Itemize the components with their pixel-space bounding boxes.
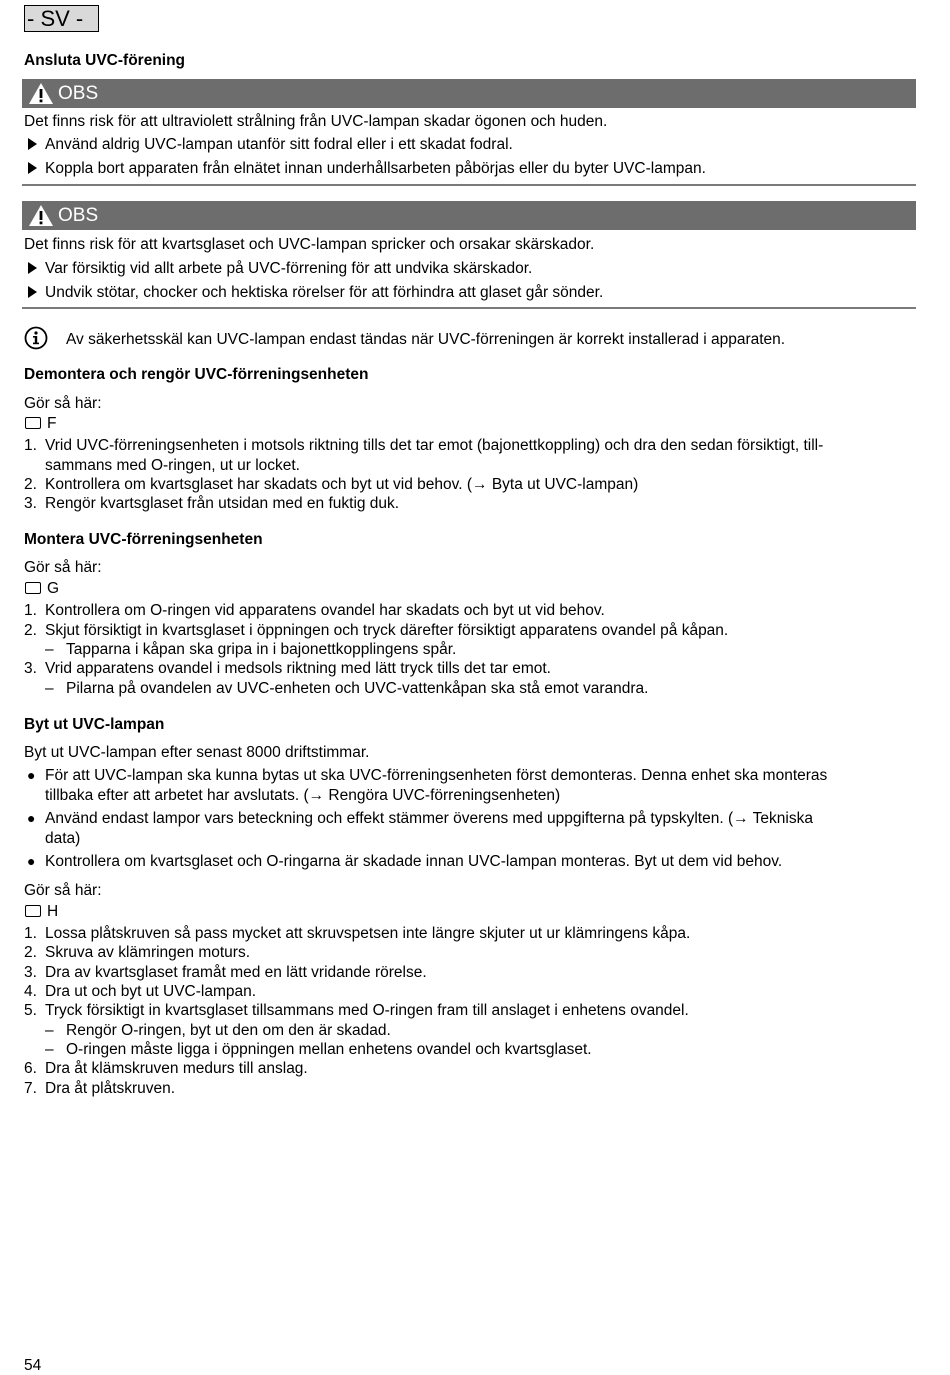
step-text: Kontrollera om kvartsglaset har skadats och byt ut vid behov. (→ Byta ut UVC-lampan) (45, 476, 639, 493)
step-text: Skruva av klämringen moturs. (45, 944, 251, 961)
warning-label: OBS (58, 83, 99, 104)
warning-triangle-icon (28, 204, 54, 232)
step-number: 2. (24, 622, 37, 639)
warning-item: Var försiktig vid allt arbete på UVC-förrening för att undvika skärskador. (45, 260, 533, 277)
bullet-text: För att UVC-lampan ska kunna bytas ut ska UVC-förreningsenheten först demonteras. Denna enhet ska monteras (45, 767, 828, 784)
step-text: Dra åt plåtskruven. (45, 1080, 176, 1097)
step-text: sammans med O-ringen, ut ur locket. (45, 457, 300, 474)
warning-bar-2 (22, 201, 916, 230)
warning-text: Det finns risk för att ultraviolett strålning från UVC-lampan skadar ögonen och huden. (24, 113, 608, 130)
bullet-text: Kontrollera om kvartsglaset och O-ringarna är skadade innan UVC-lampan monteras. Byt ut dem vid behov. (45, 853, 783, 870)
bullet-icon: ● (27, 767, 36, 783)
step-text: Vrid UVC-förreningsenheten i motsols riktning tills det tar emot (bajonettkoppling) och dra den sedan försiktigt, till- (45, 437, 824, 454)
step-number: 1. (24, 602, 37, 619)
warning-item: Undvik stötar, chocker och hektiska rörelser för att förhindra att glaset går sönder. (45, 284, 604, 301)
sub-step-text: Pilarna på ovandelen av UVC-enheten och UVC-vattenkåpan ska stå emot varandra. (66, 680, 649, 697)
step-number: 2. (24, 476, 37, 493)
bullet-text: tillbaka efter att arbetet har avslutats. (→ Rengöra UVC-förreningsenheten) (45, 787, 561, 804)
step-number: 1. (24, 925, 37, 942)
arrow-right-icon (28, 162, 37, 174)
step-text: Dra åt klämskruven medurs till anslag. (45, 1060, 308, 1077)
sub-step-text: Rengör O-ringen, byt ut den om den är skadad. (66, 1022, 391, 1039)
step-number: 4. (24, 983, 37, 1000)
figure-label: H (47, 903, 59, 920)
page-number: 54 (24, 1357, 42, 1374)
bullet-text: Använd endast lampor vars beteckning och effekt stämmer överens med uppgifterna på typskylten. (→ Tekniska (45, 810, 813, 827)
arrow-right-icon (28, 262, 37, 274)
figure-box-icon (25, 582, 41, 594)
sub-step-dash: – (45, 1022, 54, 1039)
step-number: 5. (24, 1002, 37, 1019)
sub-step-dash: – (45, 680, 54, 697)
arrow-right-icon (28, 138, 37, 150)
step-number: 7. (24, 1080, 37, 1097)
info-icon (24, 326, 48, 355)
section-heading-dismantle: Demontera och rengör UVC-förreningsenheten (24, 366, 369, 383)
section-heading-connect-uvc: Ansluta UVC-förening (24, 52, 186, 69)
figure-reference (25, 903, 58, 921)
step-text: Kontrollera om O-ringen vid apparatens ovandel har skadats och byt ut vid behov. (45, 602, 605, 619)
step-number: 1. (24, 437, 37, 454)
info-text: Av säkerhetsskäl kan UVC-lampan endast tändas när UVC-förreningen är korrekt installerad i apparaten. (66, 331, 786, 348)
instruction-intro: Gör så här: (24, 559, 102, 576)
step-number: 2. (24, 944, 37, 961)
instruction-intro: Gör så här: (24, 882, 102, 899)
warning-triangle-icon (28, 82, 54, 110)
step-number: 6. (24, 1060, 37, 1077)
sub-step-dash: – (45, 1041, 54, 1058)
bullet-text: data) (45, 830, 81, 847)
figure-reference (25, 415, 56, 433)
figure-box-icon (25, 417, 41, 429)
step-text: Vrid apparatens ovandel i medsols riktning med lätt tryck tills det tar emot. (45, 660, 551, 677)
figure-box-icon (25, 905, 41, 917)
language-tag: - SV - (24, 5, 99, 32)
warning-item: Koppla bort apparaten från elnätet innan underhållsarbeten påbörjas eller du byter UVC-lampan. (45, 160, 706, 177)
step-text: Lossa plåtskruven så pass mycket att skruvspetsen inte längre skjuter ut ur klämringens kåpa. (45, 925, 691, 942)
section-heading-replace-lamp: Byt ut UVC-lampan (24, 716, 165, 733)
step-number: 3. (24, 660, 37, 677)
bullet-icon: ● (27, 810, 36, 826)
step-text: Tryck försiktigt in kvartsglaset tillsammans med O-ringen fram till anslaget i enhetens ovandel. (45, 1002, 689, 1019)
sub-step-text: Tapparna i kåpan ska gripa in i bajonettkopplingens spår. (66, 641, 457, 658)
divider (22, 184, 916, 186)
warning-label: OBS (58, 205, 99, 226)
sub-step-dash: – (45, 641, 54, 658)
instruction-intro: Gör så här: (24, 395, 102, 412)
step-text: Rengör kvartsglaset från utsidan med en fuktig duk. (45, 495, 400, 512)
warning-bar-1 (22, 79, 916, 108)
sub-step-text: O-ringen måste ligga i öppningen mellan enhetens ovandel och kvartsglaset. (66, 1041, 592, 1058)
figure-label: G (47, 580, 60, 597)
step-number: 3. (24, 495, 37, 512)
bullet-icon: ● (27, 853, 36, 869)
figure-reference (25, 580, 59, 598)
step-text: Dra av kvartsglaset framåt med en lätt vridande rörelse. (45, 964, 427, 981)
divider (22, 307, 916, 309)
step-text: Skjut försiktigt in kvartsglaset i öppningen och tryck därefter försiktigt apparatens ovandel på kåpan. (45, 622, 729, 639)
step-number: 3. (24, 964, 37, 981)
arrow-right-icon (28, 286, 37, 298)
figure-label: F (47, 415, 57, 432)
section-intro: Byt ut UVC-lampan efter senast 8000 driftstimmar. (24, 744, 370, 761)
warning-item: Använd aldrig UVC-lampan utanför sitt fodral eller i ett skadat fodral. (45, 136, 513, 153)
section-heading-mount: Montera UVC-förreningsenheten (24, 531, 263, 548)
step-text: Dra ut och byt ut UVC-lampan. (45, 983, 257, 1000)
warning-text: Det finns risk för att kvartsglaset och UVC-lampan spricker och orsakar skärskador. (24, 236, 595, 253)
